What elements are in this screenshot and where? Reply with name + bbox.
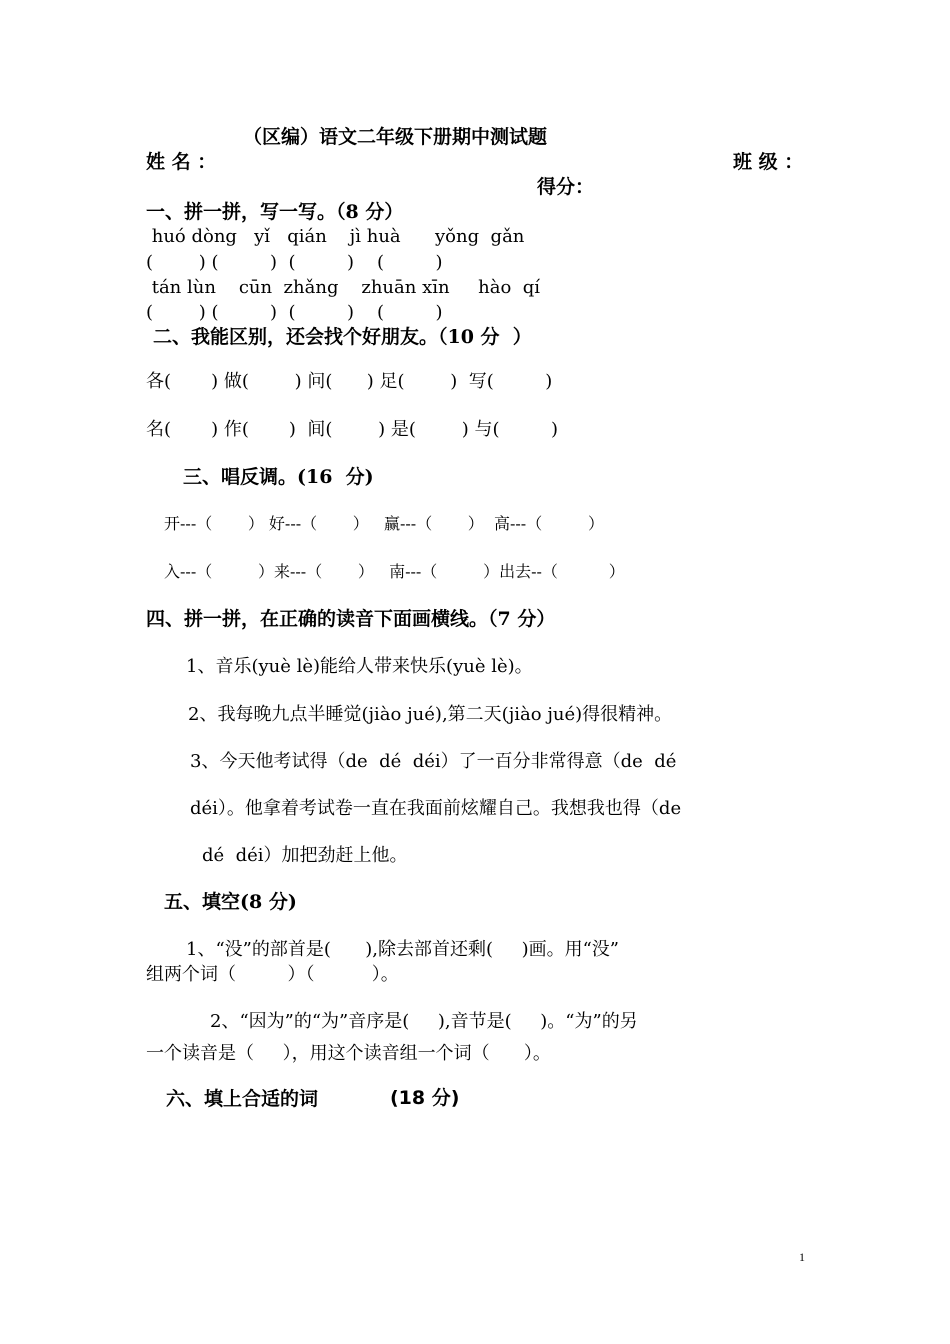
page-title: （区编）语文二年级下册期中测试题 [243, 126, 548, 148]
section-4-item-2: 2、我每晚九点半睡觉(jiào jué),第二天(jiào jué)得很精神。 [188, 704, 673, 725]
class-label: 班 级 ： [733, 151, 804, 173]
section-3-row-1: 开---（ ） 好---（ ） 赢---（ ） 高---（ ） [164, 514, 604, 533]
section-5-item-2a: 2、“因为”的“为”音序是( ),音节是( )。“为”的另 [210, 1011, 638, 1032]
section-5-item-1a: 1、“没”的部首是( ),除去部首还剩( )画。用“没” [186, 939, 620, 960]
section-6-heading: 六、填上合适的词 [166, 1088, 319, 1110]
section-1-heading: 一、拼一拼，写一写。（8 分） [146, 201, 404, 223]
bracket-row-1: ( ) ( ) ( ) ( ) [146, 252, 443, 273]
score-label: 得分： [537, 176, 595, 198]
section-4-heading: 四、拼一拼，在正确的读音下面画横线。（7 分） [146, 608, 556, 630]
pinyin-row-2: tán lùn cūn zhǎng zhuān xīn hào qí [146, 277, 541, 298]
section-4-item-1: 1、音乐(yuè lè)能给人带来快乐(yuè lè)。 [186, 656, 533, 677]
section-4-item-3b: déi）。他拿着考试卷一直在我面前炫耀自己。我想我也得（de [190, 798, 682, 819]
section-5-heading: 五、填空(8 分) [164, 891, 297, 913]
section-5-item-1b: 组两个词（ ）（ ）。 [146, 964, 399, 985]
section-4-item-3c: dé déi）加把劲赶上他。 [202, 845, 408, 866]
pinyin-row-1: huó dòng yǐ qián jì huà yǒng gǎn [146, 226, 525, 247]
section-2-row-2: 名( ) 作( ) 间( ) 是( ) 与( ) [146, 419, 558, 440]
section-2-heading: 二、我能区别，还会找个好朋友。（10 分 ） [153, 326, 532, 348]
name-label: 姓 名 ： [146, 151, 217, 173]
page-number: 1 [799, 1250, 805, 1264]
section-3-heading: 三、唱反调。(16 分) [183, 466, 374, 488]
section-6-points: (18 分) [390, 1087, 460, 1109]
section-4-item-3a: 3、今天他考试得（de dé déi）了一百分非常得意（de dé [190, 751, 677, 772]
bracket-row-2: ( ) ( ) ( ) ( ) [146, 302, 443, 323]
section-2-row-1: 各( ) 做( ) 问( ) 足( ) 写( ) [146, 371, 553, 392]
section-3-row-2: 入---（ ）来---（ ） 南---（ ）出去--（ ） [164, 562, 625, 581]
section-5-item-2b: 一个读音是（ ），用这个读音组一个词（ ）。 [146, 1043, 551, 1064]
